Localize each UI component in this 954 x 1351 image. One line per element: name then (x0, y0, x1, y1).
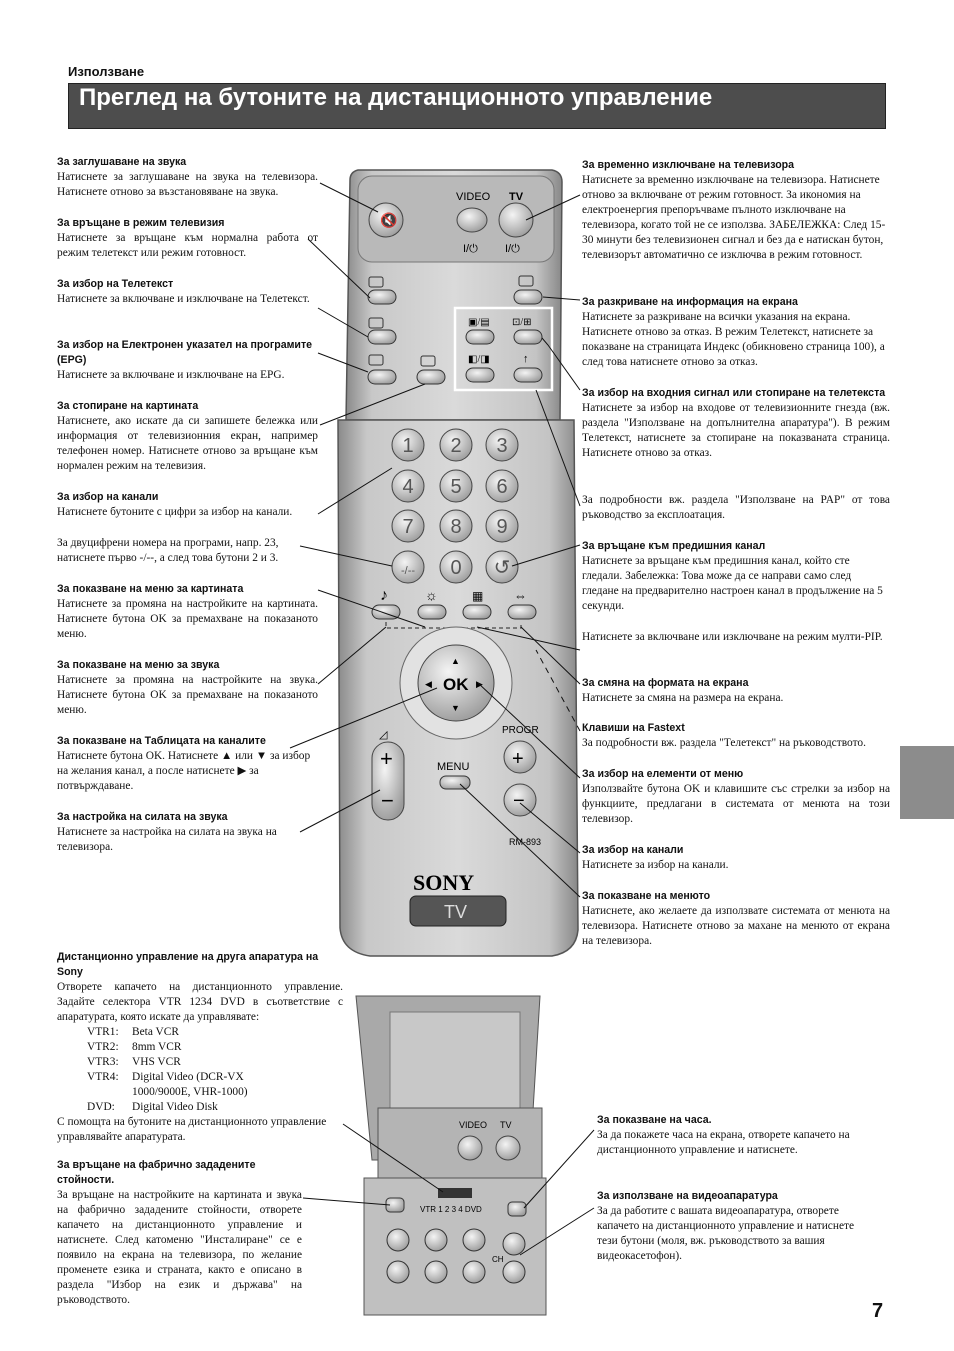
desc-heading: За временно изключване на телевизора (582, 159, 795, 171)
pap-swap-button[interactable] (466, 368, 494, 382)
digit-label: 4 (402, 476, 414, 498)
desc-body: За двуцифрени номера на програми, напр. 23, натиснете първо -/--, а след това бутони 2 и 3. (57, 537, 279, 564)
desc-body: Натиснете за включване или изключване на режим мулти-PIP. (582, 631, 883, 643)
desc-heading: За избор на Телетекст (57, 278, 174, 290)
arrow-up-icon[interactable]: ▲ (451, 656, 460, 666)
freeze-button[interactable] (417, 370, 445, 384)
pap-up-button[interactable] (514, 368, 542, 382)
desc-heading: За стопиране на картината (57, 400, 199, 412)
digit-label: 3 (496, 435, 508, 457)
desc-heading: За показване на меню за картината (57, 583, 244, 595)
video-power-label: I/⏻ (463, 243, 478, 255)
tv-power-label: I/⏻ (505, 243, 520, 255)
desc-body: Натиснете за връщане към нормална работа от режим телетекст или режим готовност. (57, 232, 318, 259)
desc-body: Натиснете за включване и изключване на Телетекст. (57, 293, 310, 305)
desc-heading: За показване на менюто (582, 890, 711, 902)
lower-tv-power[interactable] (496, 1136, 520, 1160)
clock-button[interactable] (508, 1202, 526, 1216)
video-label: VIDEO (456, 191, 491, 203)
digit-label: 0 (450, 557, 462, 579)
progr-minus-label: − (513, 790, 525, 812)
vtr-value: Digital Video Disk (132, 1101, 218, 1113)
desc-heading: За избор на канали (57, 491, 159, 503)
page-number: 7 (872, 1300, 884, 1322)
volume-plus-label: + (380, 746, 393, 771)
tv-badge-label: TV (444, 902, 468, 922)
pap-icon: ▣/▤ (468, 317, 490, 328)
volume-minus-label: − (381, 788, 394, 813)
tv-standby-button[interactable] (499, 203, 533, 237)
desc-body: Натиснете за връщане към предишния канал, който сте гледали. Забележка: Това може да се направи само след гледане на предварително настроен канал в продължение на 5 секунди. (582, 555, 883, 612)
digit-label: 5 (450, 476, 462, 498)
vcr-button[interactable] (387, 1261, 409, 1283)
desc-heading: За заглушаване на звука (57, 156, 187, 168)
desc-body: За подробности вж. раздела "Използване на PAP" от това ръководство за експлоатация. (582, 494, 890, 521)
desc-heading: Дистанционно управление на друга апаратура на Sony (57, 951, 319, 978)
digit-label: 6 (496, 476, 508, 498)
pap-button[interactable] (466, 330, 494, 344)
lower-video-power[interactable] (458, 1136, 482, 1160)
desc-body: Натиснете за настройка на силата на звука на телевизора. (57, 826, 277, 853)
volume-icon: ◿ (379, 729, 388, 741)
picture-menu-button[interactable] (418, 605, 446, 619)
vcr-button[interactable] (503, 1233, 525, 1255)
desc-body: Натиснете за промяна на настройките на звука. Натиснете бутона OK за премахване на показаното меню. (57, 674, 318, 716)
remote-lower (356, 996, 546, 1315)
vcr-button[interactable] (425, 1261, 447, 1283)
desc-heading: За връщане към предишния канал (582, 540, 766, 552)
arrow-down-icon[interactable]: ▼ (451, 703, 460, 713)
desc-body: За подробности вж. раздела "Телетекст" на ръководството. (582, 737, 866, 749)
desc-body: Натиснете за включване и изключване на EPG. (57, 369, 285, 381)
format-icon: ⇔ (514, 588, 527, 603)
digit-label: ↺ (493, 557, 511, 579)
desc-body: Натиснете за избор на входове от телевизионните гнезда (вж. раздела "Използване на допълнителна апаратура"). В режим Телетекст, натиснете за стопиране на показваната страница. Натиснете отново за отказ. (582, 402, 890, 459)
input-icon: ⊡/⊞ (512, 317, 532, 328)
tv-mode-button[interactable] (368, 290, 396, 304)
arrow-left-icon[interactable]: ◀ (425, 679, 432, 689)
digit-label: 2 (450, 435, 462, 457)
desc-heading: За избор на елементи от меню (582, 768, 744, 780)
multi-pip-button[interactable] (463, 605, 491, 619)
vtr-key: DVD: (87, 1101, 115, 1113)
digit-label: 8 (450, 516, 462, 538)
pap-swap-icon: ◧/◨ (468, 354, 490, 365)
vtr-key: VTR2: (87, 1041, 119, 1053)
video-power-button[interactable] (457, 208, 487, 232)
desc-body: За да работите с вашата видеоапаратура, отворете капачето на дистанционното управление и натиснете тези бутони (моля, вж. ръководството за вашия видеокасетофон). (597, 1205, 855, 1262)
vcr-button[interactable] (463, 1261, 485, 1283)
desc-body: Натиснете бутоните с цифри за избор на канали. (57, 506, 293, 518)
desc-body: Натиснете за заглушаване на звука на телевизора. Натиснете отново за възстановяване на звука. (57, 171, 318, 198)
vtr-key: VTR1: (87, 1026, 119, 1038)
desc-heading: За настройка на силата на звука (57, 811, 228, 823)
note-icon: ♪ (380, 587, 388, 604)
desc-body: Натиснете за разкриване на всички указания на екрана. Натиснете отново за отказ. В режим Телетекст, натиснете за показване на страницата Индекс (обикновено страница 100), а след това натиснете отново за отказ. (582, 311, 885, 368)
lower-video-label: VIDEO (459, 1120, 488, 1130)
desc-heading: За връщане на фабрично зададените стойности. (57, 1159, 256, 1186)
up-arrow-icon: ↑ (523, 353, 529, 365)
reveal-button[interactable] (514, 290, 542, 304)
desc-heading: За показване на часа. (597, 1114, 712, 1126)
multi-pip-icon: ▦ (472, 589, 484, 603)
vtr-selector-label: VTR 1 2 3 4 DVD (420, 1205, 482, 1214)
vtr-key: VTR3: (87, 1056, 119, 1068)
input-button[interactable] (514, 330, 542, 344)
desc-body: Отворете капачето на дистанционното управление. Задайте селектора VTR 1234 DVD в съответствие с апаратурата, която искате да управлявате: (57, 981, 343, 1023)
desc-heading: За избор на канали (582, 844, 684, 856)
page-title: Преглед на бутоните на дистанционното управление (79, 84, 713, 111)
desc-heading: За избор на входния сигнал или стопиране на телетекста (582, 387, 886, 399)
desc-heading: За показване на меню за звука (57, 659, 220, 671)
arrow-right-icon[interactable]: ▶ (476, 679, 483, 689)
desc-body: За да покажете часа на екрана, отворете капачето на дистанционното управление и натиснете. (597, 1129, 850, 1156)
desc-heading: За смяна на формата на екрана (582, 677, 749, 689)
picture-icon: ☼ (425, 589, 438, 604)
desc-heading: За разкриване на информация на екрана (582, 296, 798, 308)
desc-heading: За показване на Таблицата на каналите (57, 735, 266, 747)
desc-body: Натиснете бутона OK. Натиснете ▲ или ▼ за избор на желания канал, а после натиснете ▶ за потвърждаване. (57, 750, 311, 792)
vcr-button[interactable] (503, 1261, 525, 1283)
digit-label: 9 (496, 516, 508, 538)
digit-label: -/-- (400, 565, 416, 577)
section-label: Използване (68, 64, 145, 79)
progr-label: PROGR (502, 725, 539, 736)
mute-icon: 🔇 (380, 214, 398, 229)
desc-heading: Клавиши на Fastext (582, 722, 685, 734)
progr-plus-label: + (512, 748, 524, 770)
ok-label: OK (443, 675, 469, 694)
desc-body: Използвайте бутона OK и клавишите със стрелки за избор на функциите, предлагани в системата от менюта на този телевизор. (582, 783, 890, 825)
remote-upper (338, 170, 578, 956)
tv-label: TV (509, 191, 524, 203)
vcr-button[interactable] (387, 1229, 409, 1251)
sony-logo: SONY (413, 870, 475, 895)
digit-label: 7 (402, 516, 414, 538)
screen-format-button[interactable] (508, 605, 536, 619)
lower-tv-label: TV (500, 1120, 512, 1130)
vcr-button[interactable] (425, 1229, 447, 1251)
desc-body: За връщане на настройките на картината и звука на фабрично зададените стойности, отворете капачето на дистанционното управление и натиснете. След катоменю "Инсталиране" се е появило на екрана на телевизора, по желание променете езика и страната, както е описано в раздела "Избор на език и държава" на ръководството. (57, 1189, 302, 1306)
epg-button[interactable] (368, 370, 396, 384)
desc-heading: За избор на Електронен указател на програмите (EPG) (57, 339, 313, 366)
desc-body: Натиснете, ако искате да си запишете бележка или информация от телевизионния екран, например телефонен номер. Натиснете отново за връщане към нормален режим на телевизия. (57, 415, 318, 472)
vcr-button[interactable] (463, 1229, 485, 1251)
desc-heading: За използване на видеоапаратура (597, 1190, 778, 1202)
teletext-button[interactable] (368, 330, 396, 344)
desc-body: Натиснете за смяна на размера на екрана. (582, 692, 784, 704)
vtr-value: Digital Video (DCR-VX 1000/9000E, VHR-1000) (132, 1071, 248, 1098)
vtr-selector[interactable] (438, 1188, 472, 1198)
desc-body: Натиснете за временно изключване на телевизора. Натиснете отново за включване от режим готовност. За икономия на електроенергия препоръчваме пълното изключване на телевизора, когато той не се използва. ЗАБЕЛЕЖКА: След 15-30 минути без телевизионен сигнал и без да е натискан бутон, телевизорът автоматично се изключва в режим готовност. (582, 174, 886, 261)
menu-button[interactable] (440, 776, 470, 789)
model-label: RM-893 (509, 837, 542, 847)
vtr-value: VHS VCR (132, 1056, 181, 1068)
menu-label: MENU (437, 761, 470, 773)
vtr-value: Beta VCR (132, 1026, 179, 1038)
desc-body: Натиснете, ако желаете да използвате системата от менюта на телевизора. Натиснете отново за махане на менюто от екрана на телевизора. (582, 905, 890, 947)
desc-body: Натиснете за избор на канали. (582, 859, 729, 871)
vtr-key: VTR4: (87, 1071, 119, 1083)
desc-heading: За връщане в режим телевизия (57, 217, 225, 229)
vtr-value: 8mm VCR (132, 1041, 182, 1053)
desc-body: Натиснете за промяна на настройките на картината. Натиснете бутона OK за премахване на показаното меню. (57, 598, 318, 640)
digit-label: 1 (402, 435, 414, 457)
desc-body: С помощта на бутоните на дистанционното управление управлявайте апаратурата. (57, 1116, 327, 1143)
ch-label: CH (492, 1255, 504, 1264)
